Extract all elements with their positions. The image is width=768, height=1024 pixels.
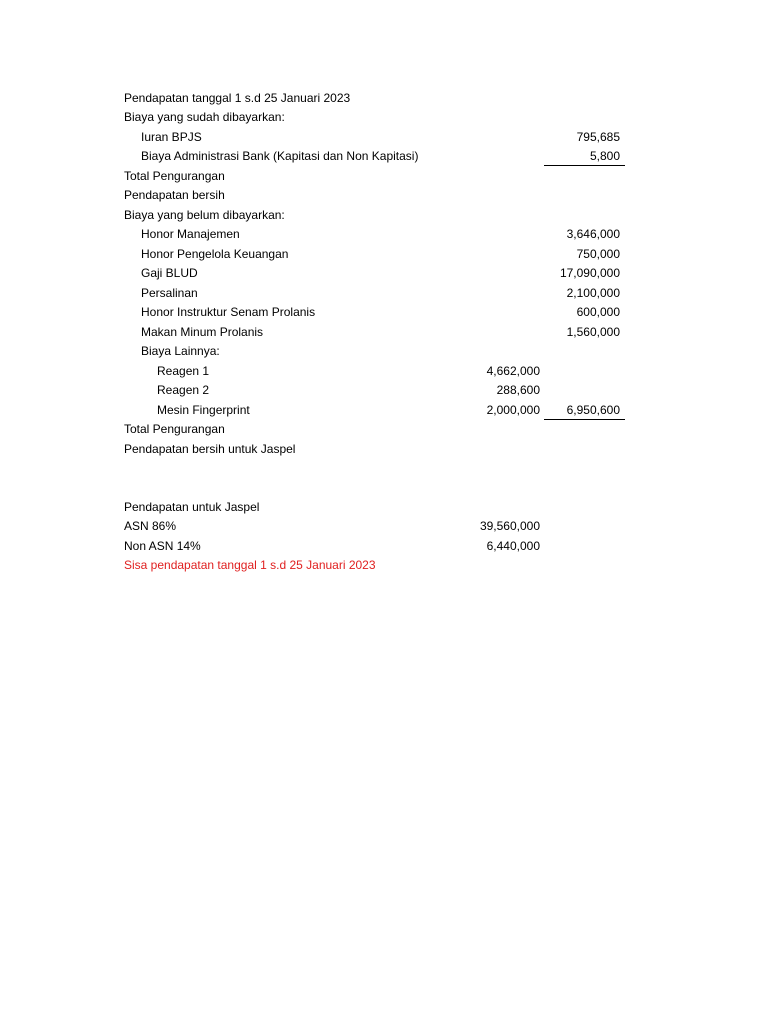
other-cost-row: [0, 381, 768, 401]
paid-item-amount: 5,800: [589, 149, 620, 163]
other-cost-label: Mesin Fingerprint: [157, 402, 250, 417]
other-cost-amount: 2,000,000: [486, 402, 540, 417]
unpaid-item-row: [0, 264, 768, 284]
paid-item-amount: 795,685: [576, 129, 620, 144]
other-cost-amount: 288,600: [496, 383, 540, 397]
unpaid-item-amount: 750,000: [576, 246, 620, 261]
total-deduction-row: [0, 420, 768, 440]
unpaid-item-amount: 17,090,000: [559, 266, 620, 280]
total-deduction-row: [0, 167, 768, 187]
unpaid-item-label: Makan Minum Prolanis: [141, 324, 264, 339]
net-income-jaspel-row: [0, 440, 768, 460]
paid-item-label: Biaya Administrasi Bank (Kapitasi dan Non Kapitasi): [141, 149, 419, 163]
jaspel-row: [0, 537, 768, 557]
paid-item-row: [0, 128, 768, 148]
unpaid-item-amount: 1,560,000: [566, 324, 620, 339]
jaspel-header: Pendapatan untuk Jaspel: [124, 499, 260, 514]
unpaid-item-amount: 2,100,000: [566, 285, 620, 300]
unpaid-item-row: [0, 245, 768, 265]
other-costs-header: Biaya Lainnya:: [141, 344, 220, 358]
unpaid-item-label: Honor Manajemen: [141, 227, 240, 241]
other-costs-total: 6,950,600: [566, 402, 620, 417]
unpaid-item-label: Honor Instruktur Senam Prolanis: [141, 305, 316, 319]
page-title: Pendapatan tanggal 1 s.d 25 Januari 2023: [124, 90, 351, 105]
unpaid-item-label: Honor Pengelola Keuangan: [141, 246, 289, 261]
unpaid-item-row: [0, 284, 768, 304]
other-cost-label: Reagen 2: [157, 383, 210, 397]
other-cost-row: [0, 401, 768, 421]
net-income-jaspel-label: Pendapatan bersih untuk Jaspel: [124, 441, 296, 456]
unpaid-costs-header: Biaya yang belum dibayarkan:: [124, 207, 285, 222]
title-row: [0, 89, 768, 109]
unpaid-item-amount: 3,646,000: [566, 227, 620, 241]
net-income-row: [0, 186, 768, 206]
other-cost-row: [0, 362, 768, 382]
net-income-label: Pendapatan bersih: [124, 188, 225, 202]
other-cost-label: Reagen 1: [157, 363, 210, 378]
jaspel-row: [0, 517, 768, 537]
remaining-income-label: Sisa pendapatan tanggal 1 s.d 25 Januari 2023: [124, 558, 376, 572]
unpaid-header-row: [0, 206, 768, 226]
jaspel-amount: 6,440,000: [486, 538, 540, 553]
paid-header-row: [0, 108, 768, 128]
jaspel-label: Non ASN 14%: [124, 538, 201, 553]
jaspel-amount: 39,560,000: [479, 519, 540, 533]
remaining-row: [0, 556, 768, 576]
unpaid-item-label: Persalinan: [141, 285, 198, 300]
paid-item-row: [0, 147, 768, 167]
paid-costs-header: Biaya yang sudah dibayarkan:: [124, 110, 285, 124]
unpaid-item-row: [0, 323, 768, 343]
unpaid-item-row: [0, 225, 768, 245]
other-cost-amount: 4,662,000: [486, 363, 540, 378]
total-deduction-label: Total Pengurangan: [124, 168, 225, 183]
paid-item-label: Iuran BPJS: [141, 129, 202, 144]
other-costs-header-row: [0, 342, 768, 362]
total-deduction-label: Total Pengurangan: [124, 422, 225, 436]
unpaid-item-label: Gaji BLUD: [141, 266, 198, 280]
jaspel-label: ASN 86%: [124, 519, 177, 533]
jaspel-header-row: [0, 498, 768, 518]
unpaid-item-row: [0, 303, 768, 323]
unpaid-item-amount: 600,000: [576, 305, 620, 319]
